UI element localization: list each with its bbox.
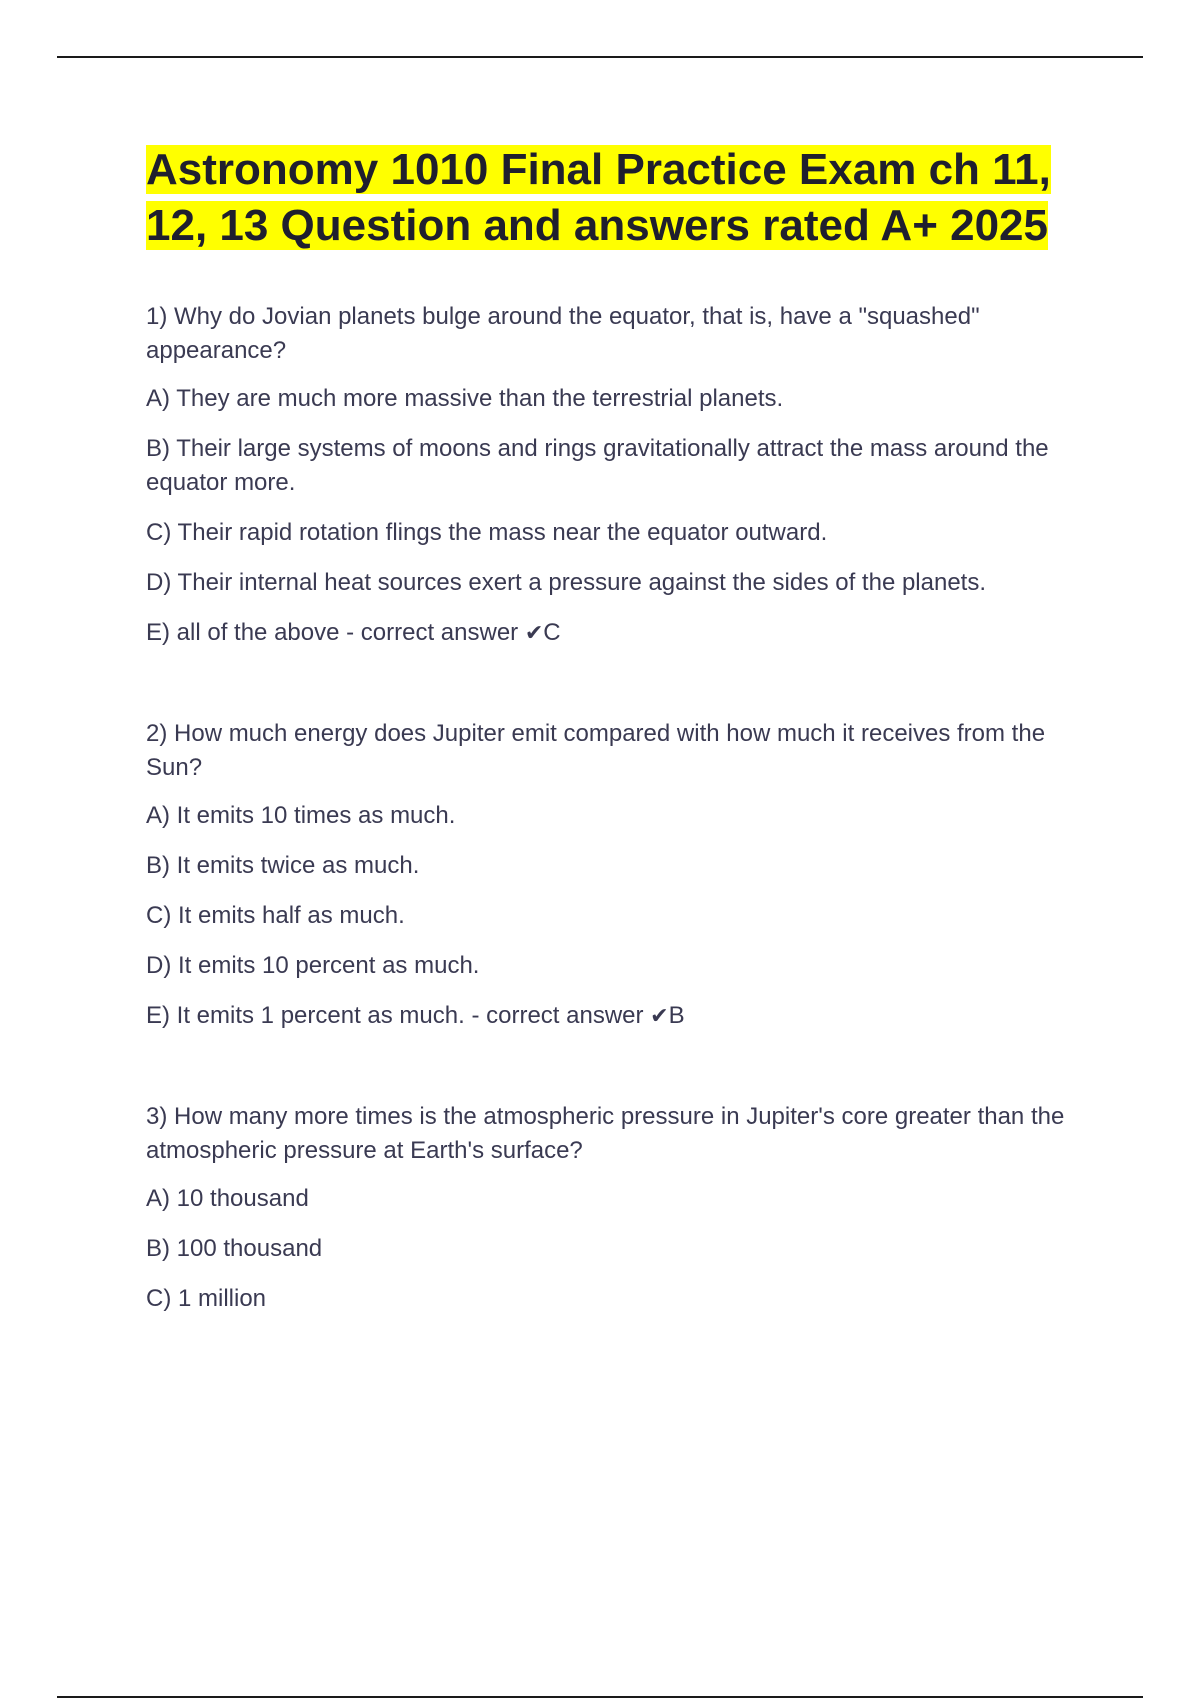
bottom-divider xyxy=(57,1696,1143,1698)
correct-answer: C xyxy=(543,619,561,646)
document-title: Astronomy 1010 Final Practice Exam ch 11, 12, 13 Question and answers rated A+ 2025 xyxy=(146,145,1051,250)
document-body xyxy=(146,142,1096,1382)
option-e-with-answer xyxy=(146,999,1096,1034)
top-divider xyxy=(57,56,1143,58)
question-2 xyxy=(146,717,1096,1034)
option-d: D) Their internal heat sources exert a pressure against the sides of the planets. xyxy=(146,569,987,596)
option-e-with-answer xyxy=(146,616,1096,651)
option-b: B) 100 thousand xyxy=(146,1235,323,1262)
checkmark-icon: ✔ xyxy=(650,1004,669,1029)
option-a: A) They are much more massive than the terrestrial planets. xyxy=(146,385,784,412)
option-b: B) Their large systems of moons and rings gravitationally attract the mass around the equator more. xyxy=(146,435,1049,496)
question-3 xyxy=(146,1100,1096,1316)
question-text: 3) How many more times is the atmospheric pressure in Jupiter's core greater than the atmospheric pressure at Earth's surface? xyxy=(146,1103,1065,1164)
correct-answer: B xyxy=(668,1002,685,1029)
option-c: C) It emits half as much. xyxy=(146,902,405,929)
option-c: C) Their rapid rotation flings the mass near the equator outward. xyxy=(146,519,828,546)
checkmark-icon: ✔ xyxy=(524,621,544,646)
option-b: B) It emits twice as much. xyxy=(146,852,420,879)
question-text: 2) How much energy does Jupiter emit compared with how much it receives from the Sun? xyxy=(146,720,1046,781)
option-e-text: E) all of the above - correct answer xyxy=(146,619,525,646)
option-a: A) 10 thousand xyxy=(146,1185,309,1212)
option-e-text: E) It emits 1 percent as much. - correct answer xyxy=(146,1002,651,1029)
option-a: A) It emits 10 times as much. xyxy=(146,802,456,829)
question-text: 1) Why do Jovian planets bulge around the equator, that is, have a "squashed" appearance? xyxy=(146,303,980,364)
question-1 xyxy=(146,300,1096,651)
option-c: C) 1 million xyxy=(146,1285,267,1312)
option-d: D) It emits 10 percent as much. xyxy=(146,952,480,979)
